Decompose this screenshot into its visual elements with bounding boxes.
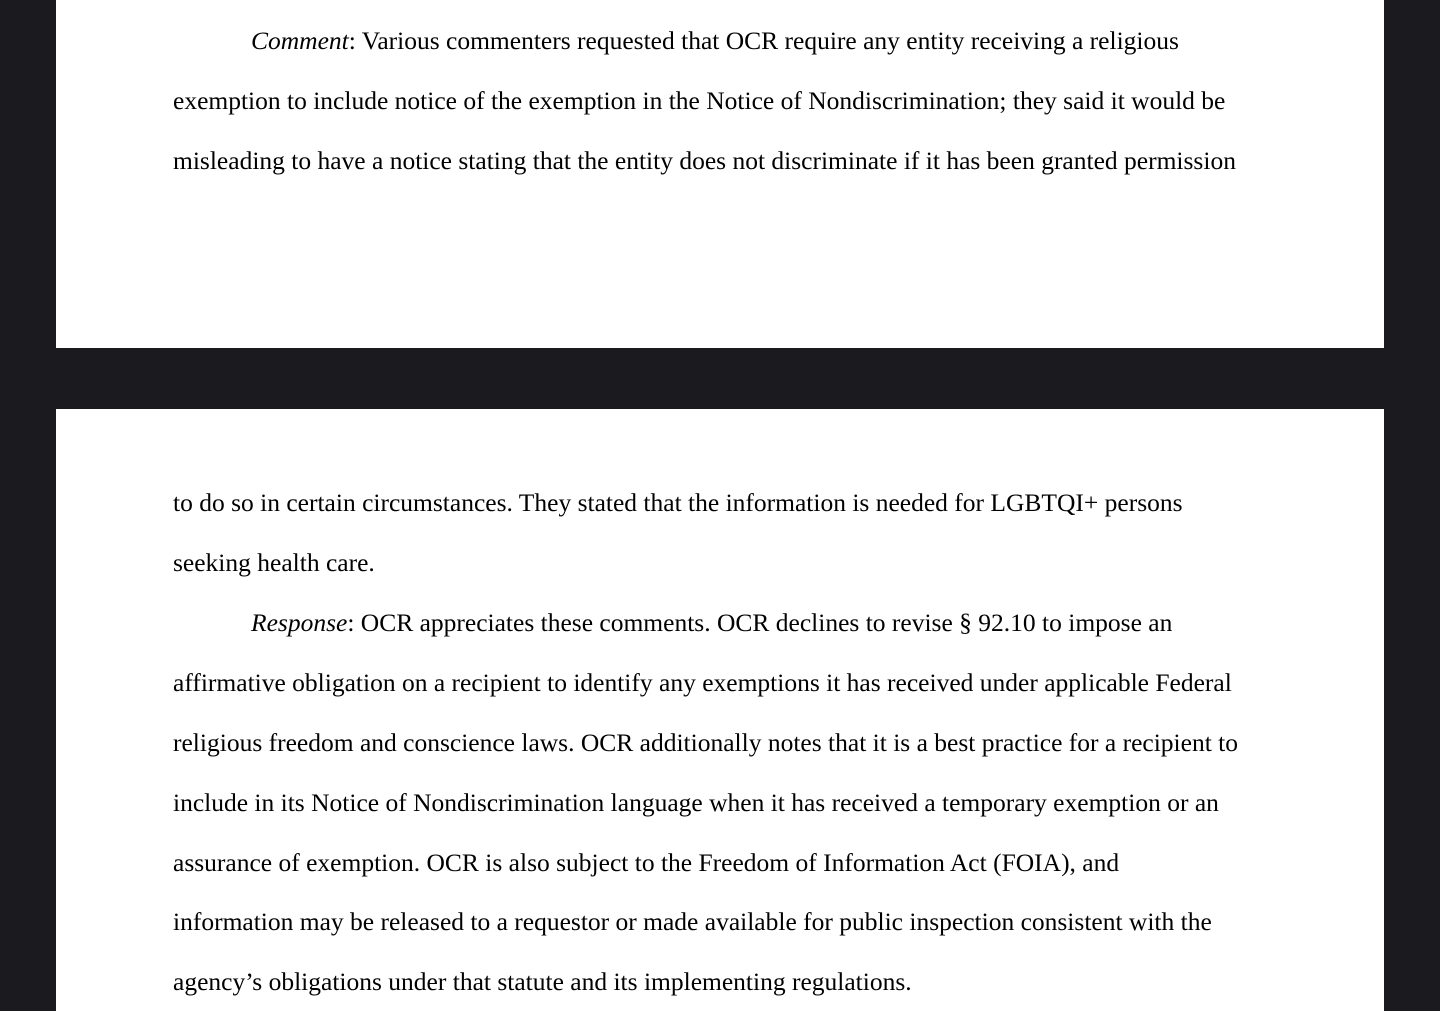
- document-page: [56, 409, 1384, 1011]
- text-line: [251, 26, 1179, 56]
- text-line: include in its Notice of Nondiscrimination language when it has received a temporary exemption or an: [173, 788, 1219, 817]
- text-line: information may be released to a requestor or made available for public inspection consistent with the: [173, 907, 1212, 936]
- comment-text: : Various commenters requested that OCR require any entity receiving a religious: [348, 26, 1179, 55]
- text-line: seeking health care.: [173, 548, 375, 577]
- comment-label: Comment: [251, 26, 349, 55]
- text-line: religious freedom and conscience laws. OCR additionally notes that it is a best practice for a recipient to: [173, 728, 1238, 757]
- text-line: assurance of exemption. OCR is also subject to the Freedom of Information Act (FOIA), and: [173, 848, 1120, 877]
- text-line: to do so in certain circumstances. They stated that the information is needed for LGBTQI+ persons: [173, 488, 1183, 517]
- text-line: misleading to have a notice stating that the entity does not discriminate if it has been granted permission: [173, 146, 1236, 175]
- text-line: agency’s obligations under that statute and its implementing regulations.: [173, 967, 912, 996]
- document-page: [56, 0, 1384, 348]
- text-line: [251, 608, 1172, 638]
- text-line: exemption to include notice of the exemption in the Notice of Nondiscrimination; they said it would be: [173, 86, 1226, 115]
- text-line: affirmative obligation on a recipient to identify any exemptions it has received under applicable Federal: [173, 668, 1232, 697]
- response-label: Response: [251, 608, 348, 637]
- response-text: : OCR appreciates these comments. OCR declines to revise § 92.10 to impose an: [347, 608, 1173, 637]
